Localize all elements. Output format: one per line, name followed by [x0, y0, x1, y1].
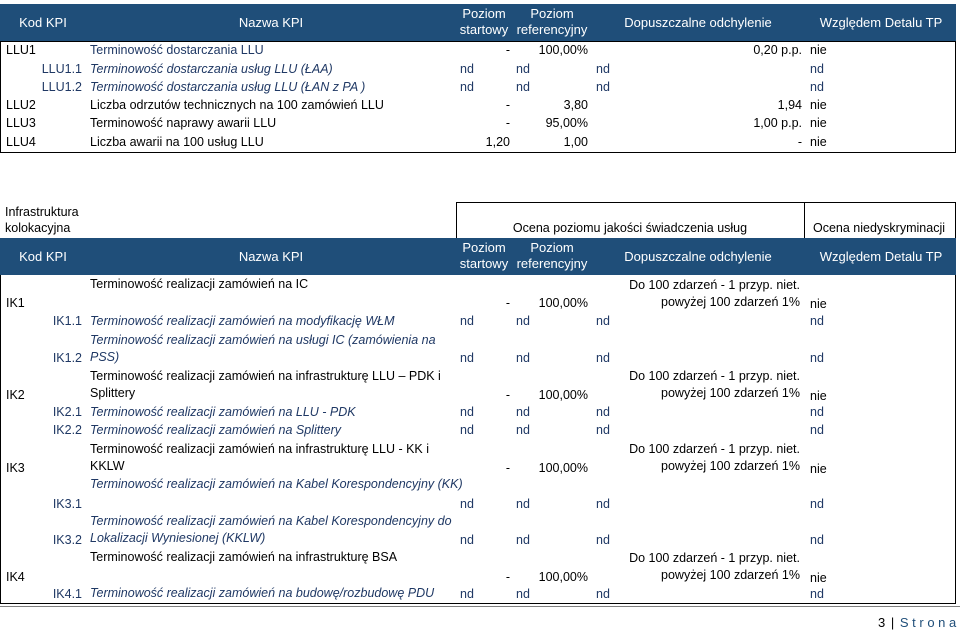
header-dopuszczalne-odchylenie: Dopuszczalne odchylenie: [624, 249, 772, 264]
table-1-border: [955, 41, 956, 153]
header-kod-kpi: Kod KPI: [19, 15, 67, 30]
cell-odch: nd: [596, 587, 610, 601]
group-header-border: [456, 202, 956, 203]
cell-ref: nd: [516, 351, 530, 365]
cell-kod: LLU4: [6, 135, 36, 149]
cell-kod: LLU1: [6, 43, 36, 57]
cell-start: nd: [460, 533, 474, 547]
cell-ref: nd: [516, 62, 530, 76]
cell-nazwa: Terminowość realizacji zamówień na Kabel Korespondencyjny do Lokalizacji Wyniesionej (KKLW): [90, 514, 452, 545]
cell-odch: Do 100 zdarzeń - 1 przyp. niet. powyżej 100 zdarzeń 1%: [629, 551, 800, 582]
table-1-border: [0, 41, 1, 153]
cell-odch: Do 100 zdarzeń - 1 przyp. niet. powyżej 100 zdarzeń 1%: [629, 278, 800, 309]
cell-start: -: [505, 388, 510, 402]
cell-nazwa: Liczba awarii na 100 usług LLU: [90, 135, 264, 149]
cell-odch: 1,00 p.p.: [753, 116, 802, 130]
header-poziom-startowy: Poziom startowy: [459, 6, 509, 37]
cell-ref: nd: [516, 587, 530, 601]
cell-odch: nd: [596, 533, 610, 547]
cell-nazwa: Terminowość realizacji zamówień na LLU - PDK: [90, 405, 356, 419]
header-wzgledem-detalu: Względem Detalu TP: [819, 249, 943, 264]
cell-kod: IK3.1: [52, 497, 82, 511]
group-ocena-jakosci: Ocena poziomu jakości świadczenia usług: [512, 221, 748, 235]
cell-detal: nd: [810, 80, 824, 94]
cell-start: nd: [460, 405, 474, 419]
cell-kod: IK2.1: [52, 405, 82, 419]
cell-detal: nie: [810, 116, 827, 130]
cell-detal: nd: [810, 351, 824, 365]
cell-nazwa: Terminowość dostarczania LLU: [90, 43, 264, 57]
cell-odch: Do 100 zdarzeń - 1 przyp. niet. powyżej 100 zdarzeń 1%: [629, 442, 800, 473]
cell-ref: 100,00%: [538, 461, 588, 475]
cell-odch: Do 100 zdarzeń - 1 przyp. niet. powyżej 100 zdarzeń 1%: [629, 369, 800, 400]
cell-start: -: [505, 570, 510, 584]
cell-odch: nd: [596, 405, 610, 419]
cell-odch: nd: [596, 351, 610, 365]
footer-divider: [0, 606, 960, 607]
cell-start: nd: [460, 80, 474, 94]
cell-start: -: [505, 116, 510, 130]
cell-start: nd: [460, 351, 474, 365]
cell-nazwa: Terminowość realizacji zamówień na infrastrukturę LLU - KK i KKLW: [90, 442, 430, 473]
header-kod-kpi: Kod KPI: [19, 249, 67, 264]
cell-detal: nie: [810, 389, 827, 403]
cell-ref: nd: [516, 314, 530, 328]
cell-odch: nd: [596, 62, 610, 76]
cell-nazwa: Liczba odrzutów technicznych na 100 zamówień LLU: [90, 98, 384, 112]
cell-detal: nd: [810, 62, 824, 76]
cell-ref: 100,00%: [538, 296, 588, 310]
header-nazwa-kpi: Nazwa KPI: [238, 15, 304, 30]
cell-nazwa: Terminowość realizacji zamówień na modyfikację WŁM: [90, 314, 395, 328]
cell-nazwa: Terminowość realizacji zamówień na infrastrukturę BSA: [90, 550, 398, 564]
cell-odch: nd: [596, 497, 610, 511]
cell-odch: -: [797, 135, 802, 149]
cell-kod: IK1.1: [52, 314, 82, 328]
cell-nazwa: Terminowość realizacji zamówień na usługi IC (zamówienia na PSS): [90, 333, 436, 364]
cell-ref: nd: [516, 423, 530, 437]
cell-nazwa: Terminowość realizacji zamówień na budowę/rozbudowę PDU: [90, 586, 435, 600]
cell-kod: LLU2: [6, 98, 36, 112]
page-label: S t r o n a: [899, 615, 957, 630]
cell-kod: IK4.1: [52, 587, 82, 601]
header-dopuszczalne-odchylenie: Dopuszczalne odchylenie: [624, 15, 772, 30]
header-poziom-referencyjny: Poziom referencyjny: [516, 240, 588, 271]
cell-ref: 3,80: [563, 98, 588, 112]
cell-nazwa: Terminowość realizacji zamówień na IC: [90, 277, 309, 291]
cell-kod: LLU3: [6, 116, 36, 130]
cell-ref: 95,00%: [545, 116, 588, 130]
cell-odch: nd: [596, 423, 610, 437]
table-1-border: [0, 152, 956, 153]
footer-separator: |: [890, 615, 895, 630]
cell-start: -: [505, 43, 510, 57]
group-header-border: [955, 202, 956, 238]
cell-detal: nie: [810, 98, 827, 112]
table-2-border: [0, 275, 1, 604]
cell-start: nd: [460, 587, 474, 601]
cell-start: -: [505, 296, 510, 310]
page-footer: [878, 615, 956, 630]
cell-kod: IK2.2: [52, 423, 82, 437]
cell-odch: 1,94: [777, 98, 802, 112]
group-ocena-niedyskryminacji: Ocena niedyskryminacji: [813, 221, 945, 235]
cell-start: nd: [460, 314, 474, 328]
header-nazwa-kpi: Nazwa KPI: [238, 249, 304, 264]
cell-start: nd: [460, 497, 474, 511]
cell-ref: nd: [516, 497, 530, 511]
cell-detal: nd: [810, 314, 824, 328]
cell-detal: nie: [810, 571, 827, 585]
cell-start: -: [505, 461, 510, 475]
cell-detal: nd: [810, 587, 824, 601]
cell-ref: nd: [516, 405, 530, 419]
cell-odch: 0,20 p.p.: [753, 43, 802, 57]
cell-detal: nd: [810, 497, 824, 511]
cell-start: -: [505, 98, 510, 112]
cell-nazwa: Terminowość naprawy awarii LLU: [90, 116, 277, 130]
cell-detal: nie: [810, 462, 827, 476]
header-wzgledem-detalu: Względem Detalu TP: [819, 15, 943, 30]
cell-detal: nd: [810, 533, 824, 547]
header-poziom-referencyjny: Poziom referencyjny: [516, 6, 588, 37]
cell-kod: LLU1.1: [41, 62, 82, 76]
cell-kod: IK4: [6, 570, 25, 584]
cell-nazwa: Terminowość realizacji zamówień na Splittery: [90, 423, 342, 437]
cell-ref: 1,00: [563, 135, 588, 149]
cell-odch: nd: [596, 314, 610, 328]
cell-detal: nie: [810, 135, 827, 149]
cell-detal: nd: [810, 423, 824, 437]
cell-ref: nd: [516, 533, 530, 547]
header-poziom-startowy: Poziom startowy: [459, 240, 509, 271]
cell-start: 1,20: [485, 135, 510, 149]
cell-nazwa: Terminowość dostarczania usług LLU (ŁAA): [90, 62, 333, 76]
cell-kod: IK1.2: [52, 351, 82, 365]
cell-start: nd: [460, 423, 474, 437]
cell-ref: nd: [516, 80, 530, 94]
cell-nazwa: Terminowość realizacji zamówień na Kabel Korespondencyjny (KK): [90, 477, 463, 491]
cell-ref: 100,00%: [538, 570, 588, 584]
table-2-caption: Infrastruktura kolokacyjna: [5, 205, 79, 235]
cell-kod: LLU1.2: [41, 80, 82, 94]
cell-ref: 100,00%: [538, 43, 588, 57]
table-2-border: [0, 603, 956, 604]
cell-kod: IK3: [6, 461, 25, 475]
cell-ref: 100,00%: [538, 388, 588, 402]
table-2-border: [955, 275, 956, 604]
cell-nazwa: Terminowość dostarczania usług LLU (ŁAN z PA ): [90, 80, 366, 94]
cell-kod: IK2: [6, 388, 25, 402]
cell-kod: IK1: [6, 296, 25, 310]
cell-nazwa: Terminowość realizacji zamówień na infrastrukturę LLU – PDK i Splittery: [90, 369, 441, 400]
page-number: 3: [878, 615, 886, 630]
cell-detal: nie: [810, 43, 827, 57]
cell-kod: IK3.2: [52, 533, 82, 547]
cell-detal: nd: [810, 405, 824, 419]
cell-start: nd: [460, 62, 474, 76]
cell-detal: nie: [810, 297, 827, 311]
table-1-border: [0, 41, 956, 42]
cell-odch: nd: [596, 80, 610, 94]
